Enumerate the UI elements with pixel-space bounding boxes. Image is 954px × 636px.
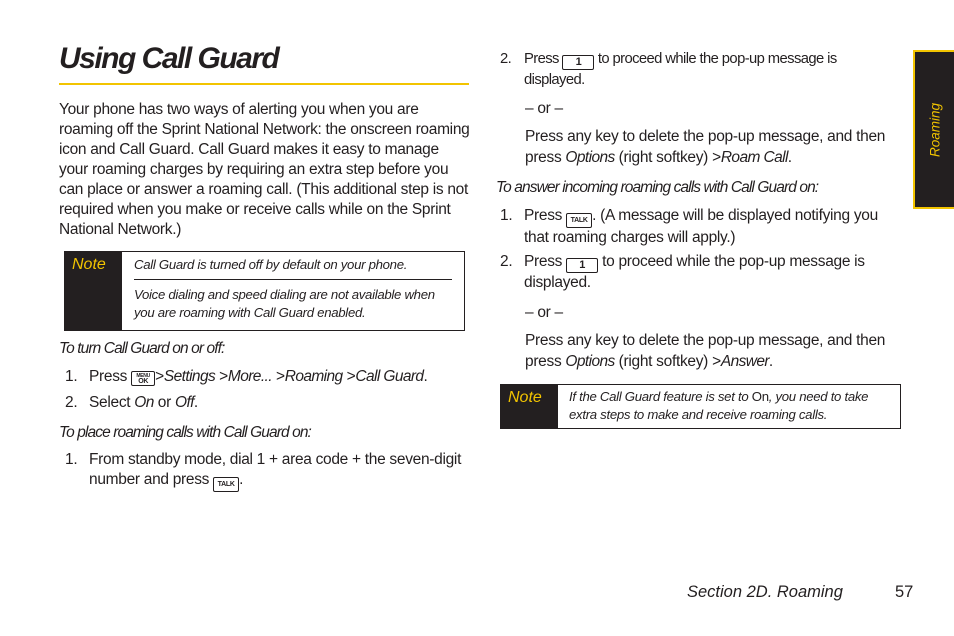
anykey-text: Press any key to delete the pop-up message, and then press: [525, 332, 886, 370]
select-text: Select: [89, 394, 131, 411]
separator: >: [155, 368, 164, 385]
option-on: On: [134, 394, 154, 411]
answer-step-2: [500, 252, 900, 293]
separator: >: [275, 368, 285, 385]
heading-answer-roaming-calls: To answer incoming roaming calls with Call Guard on:: [496, 179, 819, 196]
press-text: Press: [524, 253, 563, 270]
softkey-text: (right softkey): [618, 353, 709, 370]
one-voicemail-key-icon: 1: [566, 258, 598, 273]
period: .: [768, 353, 773, 370]
talk-key-icon: TALK: [213, 477, 239, 492]
step-text: [524, 49, 880, 90]
side-tab-label: Roaming: [927, 102, 942, 157]
options-softkey: Options: [565, 353, 615, 370]
note-body: [122, 252, 464, 330]
one-voicemail-key-icon: 1: [562, 55, 594, 70]
step-text: [89, 393, 475, 413]
step-text: [89, 450, 471, 492]
step-number: 1.: [500, 207, 513, 224]
note-box-1: [64, 251, 465, 331]
note-line-1: Call Guard is turned off by default on your phone.: [134, 257, 408, 272]
on-setting: On: [751, 389, 769, 404]
note-box-2: [500, 384, 901, 429]
menu-call-guard: Call Guard: [355, 368, 424, 385]
step-number: 2.: [500, 253, 513, 270]
press-text: Press: [524, 51, 559, 67]
note-body: [558, 385, 900, 428]
note-separator: [134, 279, 452, 280]
answer-step-1: [500, 206, 900, 248]
note-label: Note: [65, 252, 122, 330]
separator: >: [219, 368, 228, 385]
step-body: to proceed while the pop-up message is displayed.: [524, 253, 865, 291]
menu-roaming: Roaming: [284, 368, 343, 385]
step-body: From standby mode, dial 1 + area code + the seven-digit number and press: [89, 451, 462, 488]
talk-key-icon: TALK: [566, 213, 592, 228]
page-number: 57: [895, 583, 914, 601]
step-number: 2.: [500, 51, 512, 67]
period: .: [787, 149, 792, 166]
step-number: 1.: [65, 451, 78, 468]
turn-step-1: [65, 367, 475, 387]
step-number: 2.: [65, 394, 78, 411]
or-text: or: [157, 394, 171, 411]
separator: >: [712, 149, 721, 166]
section-side-tab: [913, 50, 954, 209]
separator: >: [346, 368, 356, 385]
step-text: [89, 367, 475, 387]
options-softkey: Options: [565, 149, 615, 166]
anykey-paragraph-1: [525, 126, 895, 168]
note-text: If the Call Guard feature is set to: [569, 389, 749, 404]
step-body: to proceed while the pop-up message is displayed.: [524, 51, 837, 88]
press-text: Press: [524, 207, 563, 224]
or-divider-1: – or –: [525, 100, 563, 117]
answer-option: Answer: [720, 353, 769, 370]
option-off: Off: [175, 394, 194, 411]
title-rule: [59, 83, 469, 85]
intro-paragraph: Your phone has two ways of alerting you when you are roaming off the Sprint National Network: the onscreen roaming icon and Call Guard. Call Guard makes it easy to manage your roaming charges by requiring an extra step before you can place or answer a roaming call. (This additional step is not required when you make or receive calls while on the Sprint National Network.): [59, 101, 470, 238]
menu-ok-key-icon: MENU OK: [131, 371, 155, 386]
place-step-2: [500, 49, 880, 90]
separator: >: [712, 353, 721, 370]
step-number: 1.: [65, 368, 78, 385]
note-text: , you need to take extra steps to make and receive roaming calls.: [569, 389, 869, 422]
period: .: [423, 368, 428, 385]
page-title: Using Call Guard: [59, 42, 279, 75]
footer-section-label: Section 2D. Roaming: [687, 583, 843, 601]
step-text: [524, 252, 900, 293]
heading-place-roaming-calls: To place roaming calls with Call Guard on:: [59, 424, 311, 441]
place-step-1: [65, 450, 471, 492]
period: .: [193, 394, 198, 411]
step-text: [524, 206, 900, 248]
menu-settings: Settings: [163, 368, 216, 385]
roam-call-option: Roam Call: [720, 149, 788, 166]
period: .: [239, 471, 244, 488]
heading-turn-call-guard: To turn Call Guard on or off:: [59, 340, 225, 357]
turn-step-2: [65, 393, 475, 413]
or-divider-2: – or –: [525, 304, 563, 321]
step-body: . (A message will be displayed notifying you that roaming charges will apply.): [524, 207, 878, 246]
softkey-text: (right softkey): [618, 149, 709, 166]
note-label: Note: [501, 385, 558, 428]
anykey-text: Press any key to delete the pop-up message, and then press: [525, 128, 886, 166]
menu-more: More...: [227, 368, 272, 385]
note-line-2: Voice dialing and speed dialing are not available when you are roaming with Call Guard enabled.: [134, 287, 435, 320]
press-text: Press: [89, 368, 128, 385]
anykey-paragraph-2: [525, 330, 895, 372]
